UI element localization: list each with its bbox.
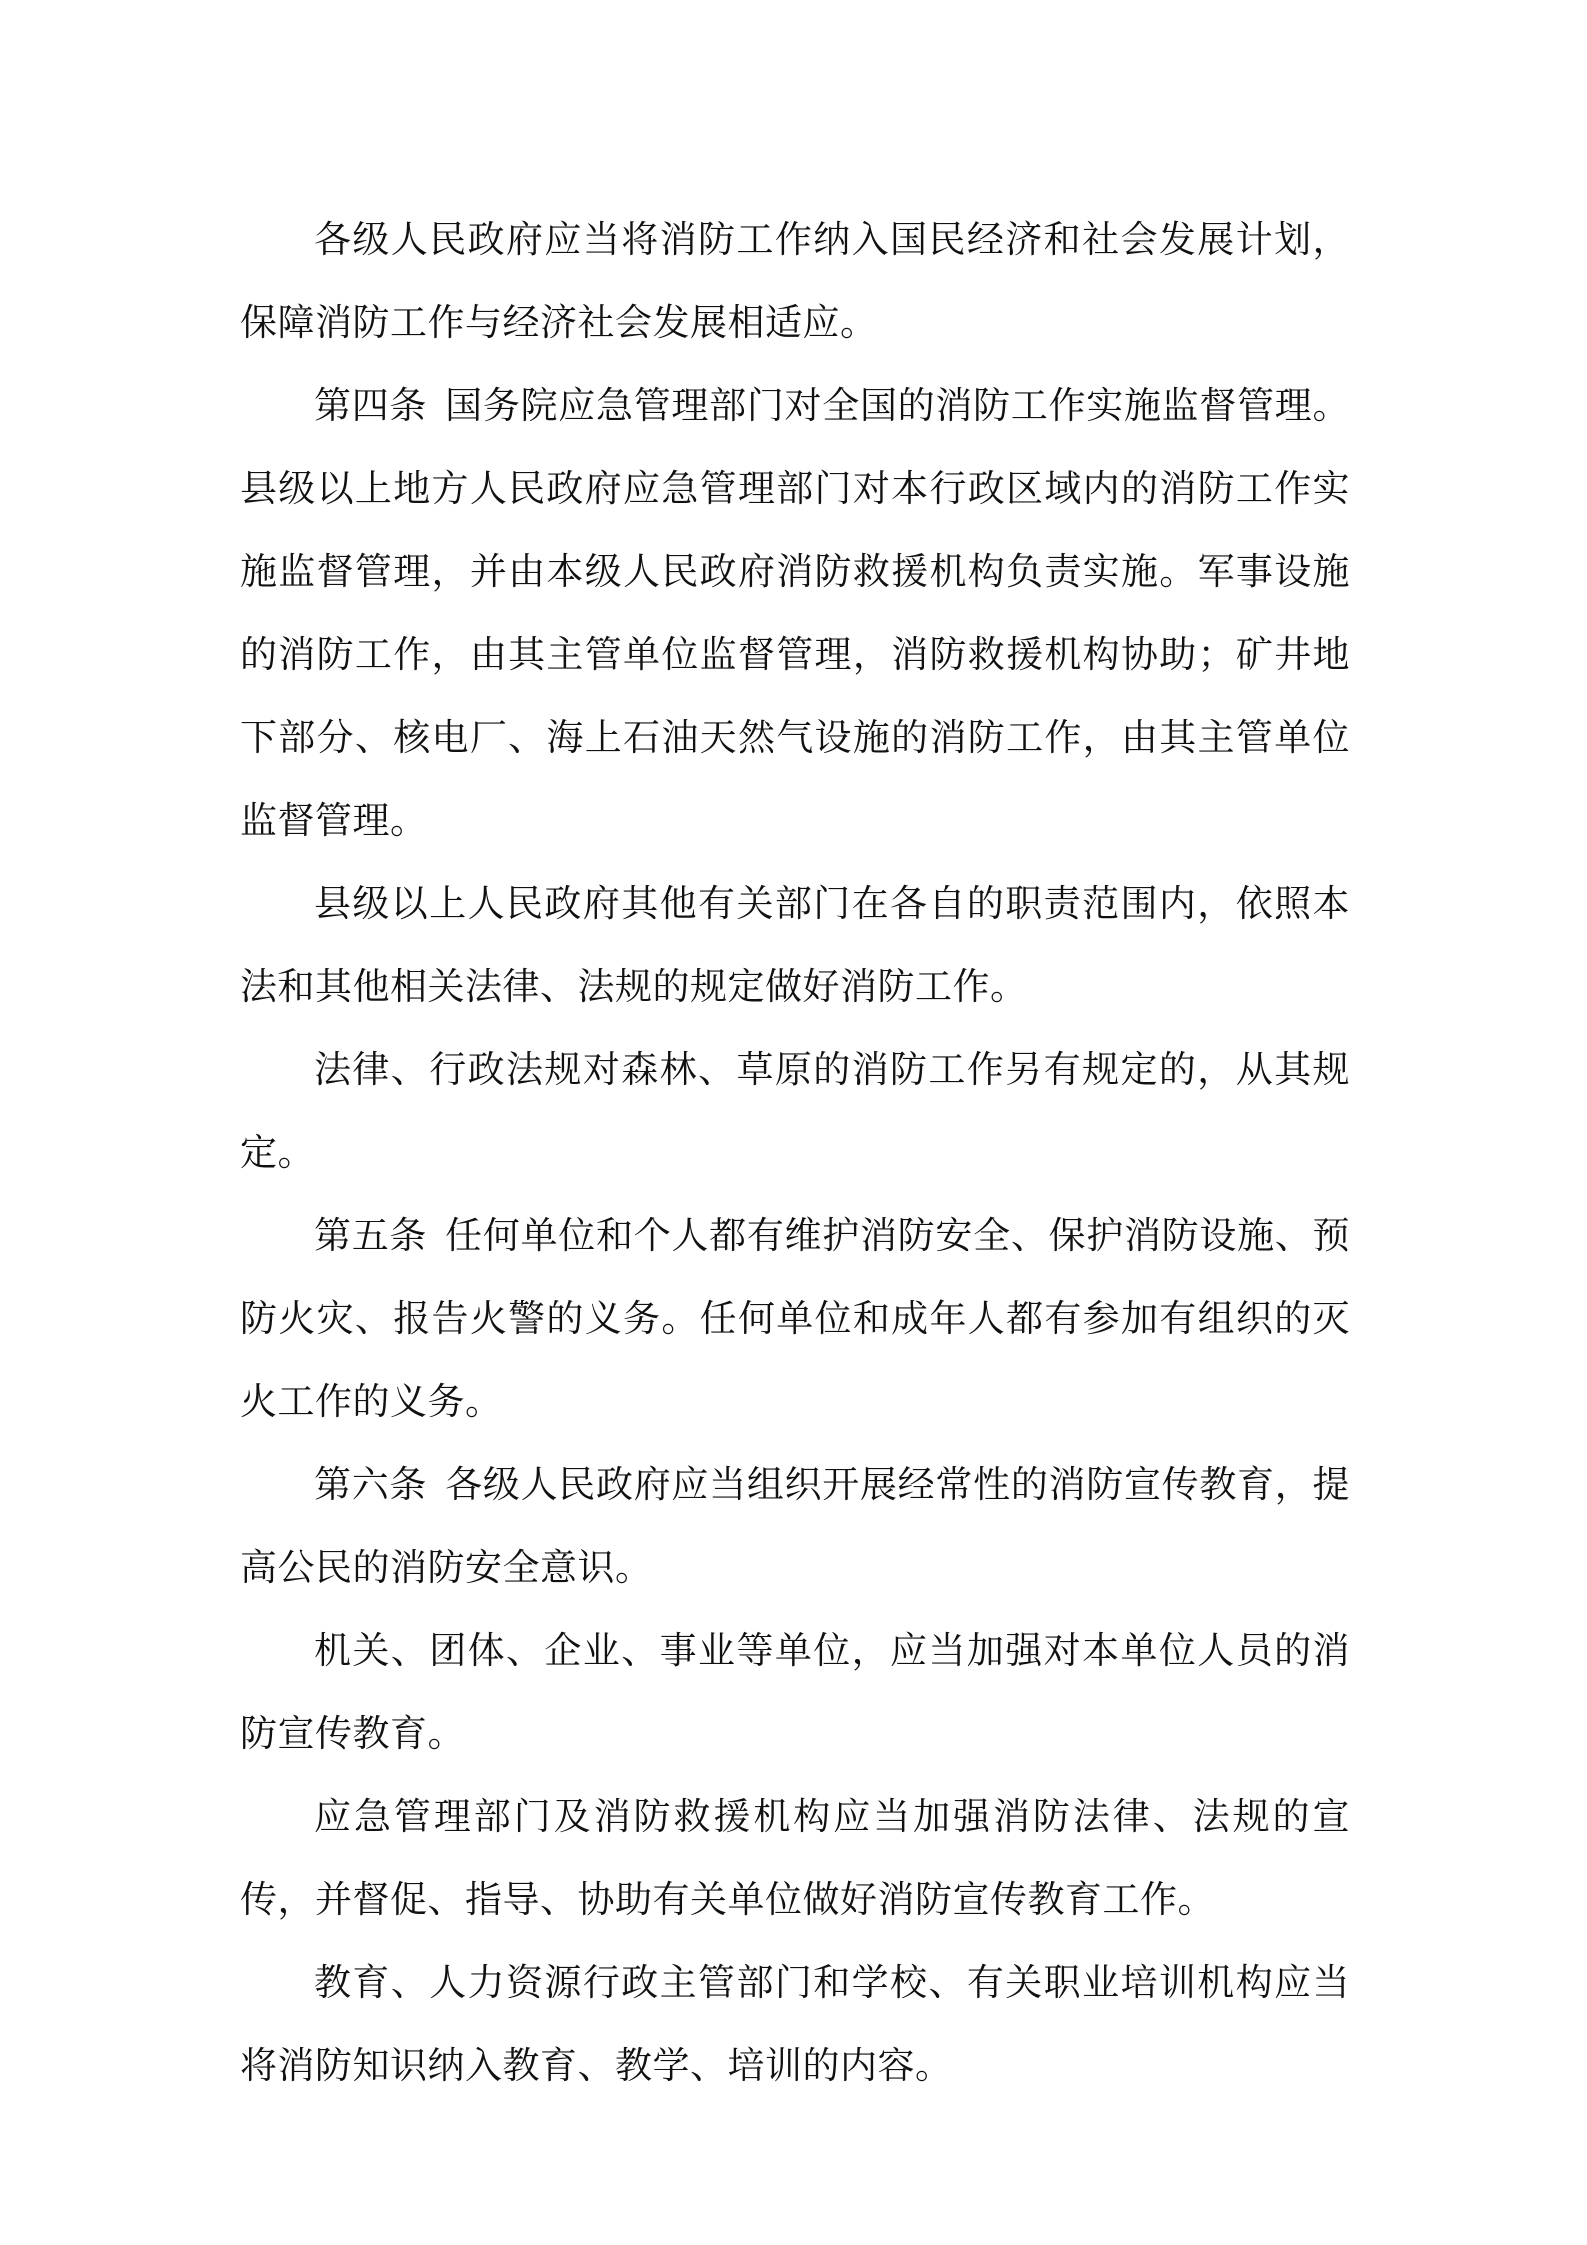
document-body [240,198,1350,2107]
paragraph-organizations [240,1609,1350,1775]
paragraph-emergency-management [240,1775,1350,1941]
paragraph-text: 法律、行政法规对森林、草原的消防工作另有规定的，从其规定。 [240,1048,1350,1174]
paragraph-text: 应急管理部门及消防救援机构应当加强消防法律、法规的宣传，并督促、指导、协助有关单位做好消防宣传教育工作。 [240,1795,1350,1921]
paragraph-text: 县级以上人民政府其他有关部门在各自的职责范围内，依照本法和其他相关法律、法规的规定做好消防工作。 [240,882,1350,1008]
paragraph-text: 教育、人力资源行政主管部门和学校、有关职业培训机构应当将消防知识纳入教育、教学、培训的内容。 [240,1961,1350,2087]
paragraph-text: 机关、团体、企业、事业等单位，应当加强对本单位人员的消防宣传教育。 [240,1629,1350,1755]
paragraph-forest-grassland [240,1028,1350,1194]
paragraph-education [240,1941,1350,2107]
article-label: 第四条 [314,384,428,427]
paragraph-article-5 [240,1194,1350,1443]
article-label: 第五条 [314,1214,428,1257]
paragraph-article-4 [240,364,1350,862]
paragraph-other-departments [240,862,1350,1028]
paragraph-text: 国务院应急管理部门对全国的消防工作实施监督管理。县级以上地方人民政府应急管理部门对本行政区域内的消防工作实施监督管理，并由本级人民政府消防救援机构负责实施。军事设施的消防工作，由其主管单位监督管理，消防救援机构协助；矿井地下部分、核电厂、海上石油天然气设施的消防工作，由其主管单位监督管理。 [240,384,1351,842]
paragraph-article-6 [240,1443,1350,1609]
paragraph-planning [240,198,1350,364]
article-label: 第六条 [314,1463,428,1506]
paragraph-text: 各级人民政府应当组织开展经常性的消防宣传教育，提高公民的消防安全意识。 [240,1463,1351,1589]
paragraph-text: 各级人民政府应当将消防工作纳入国民经济和社会发展计划，保障消防工作与经济社会发展相适应。 [240,218,1350,344]
paragraph-text: 任何单位和个人都有维护消防安全、保护消防设施、预防火灾、报告火警的义务。任何单位和成年人都有参加有组织的灭火工作的义务。 [240,1214,1351,1423]
